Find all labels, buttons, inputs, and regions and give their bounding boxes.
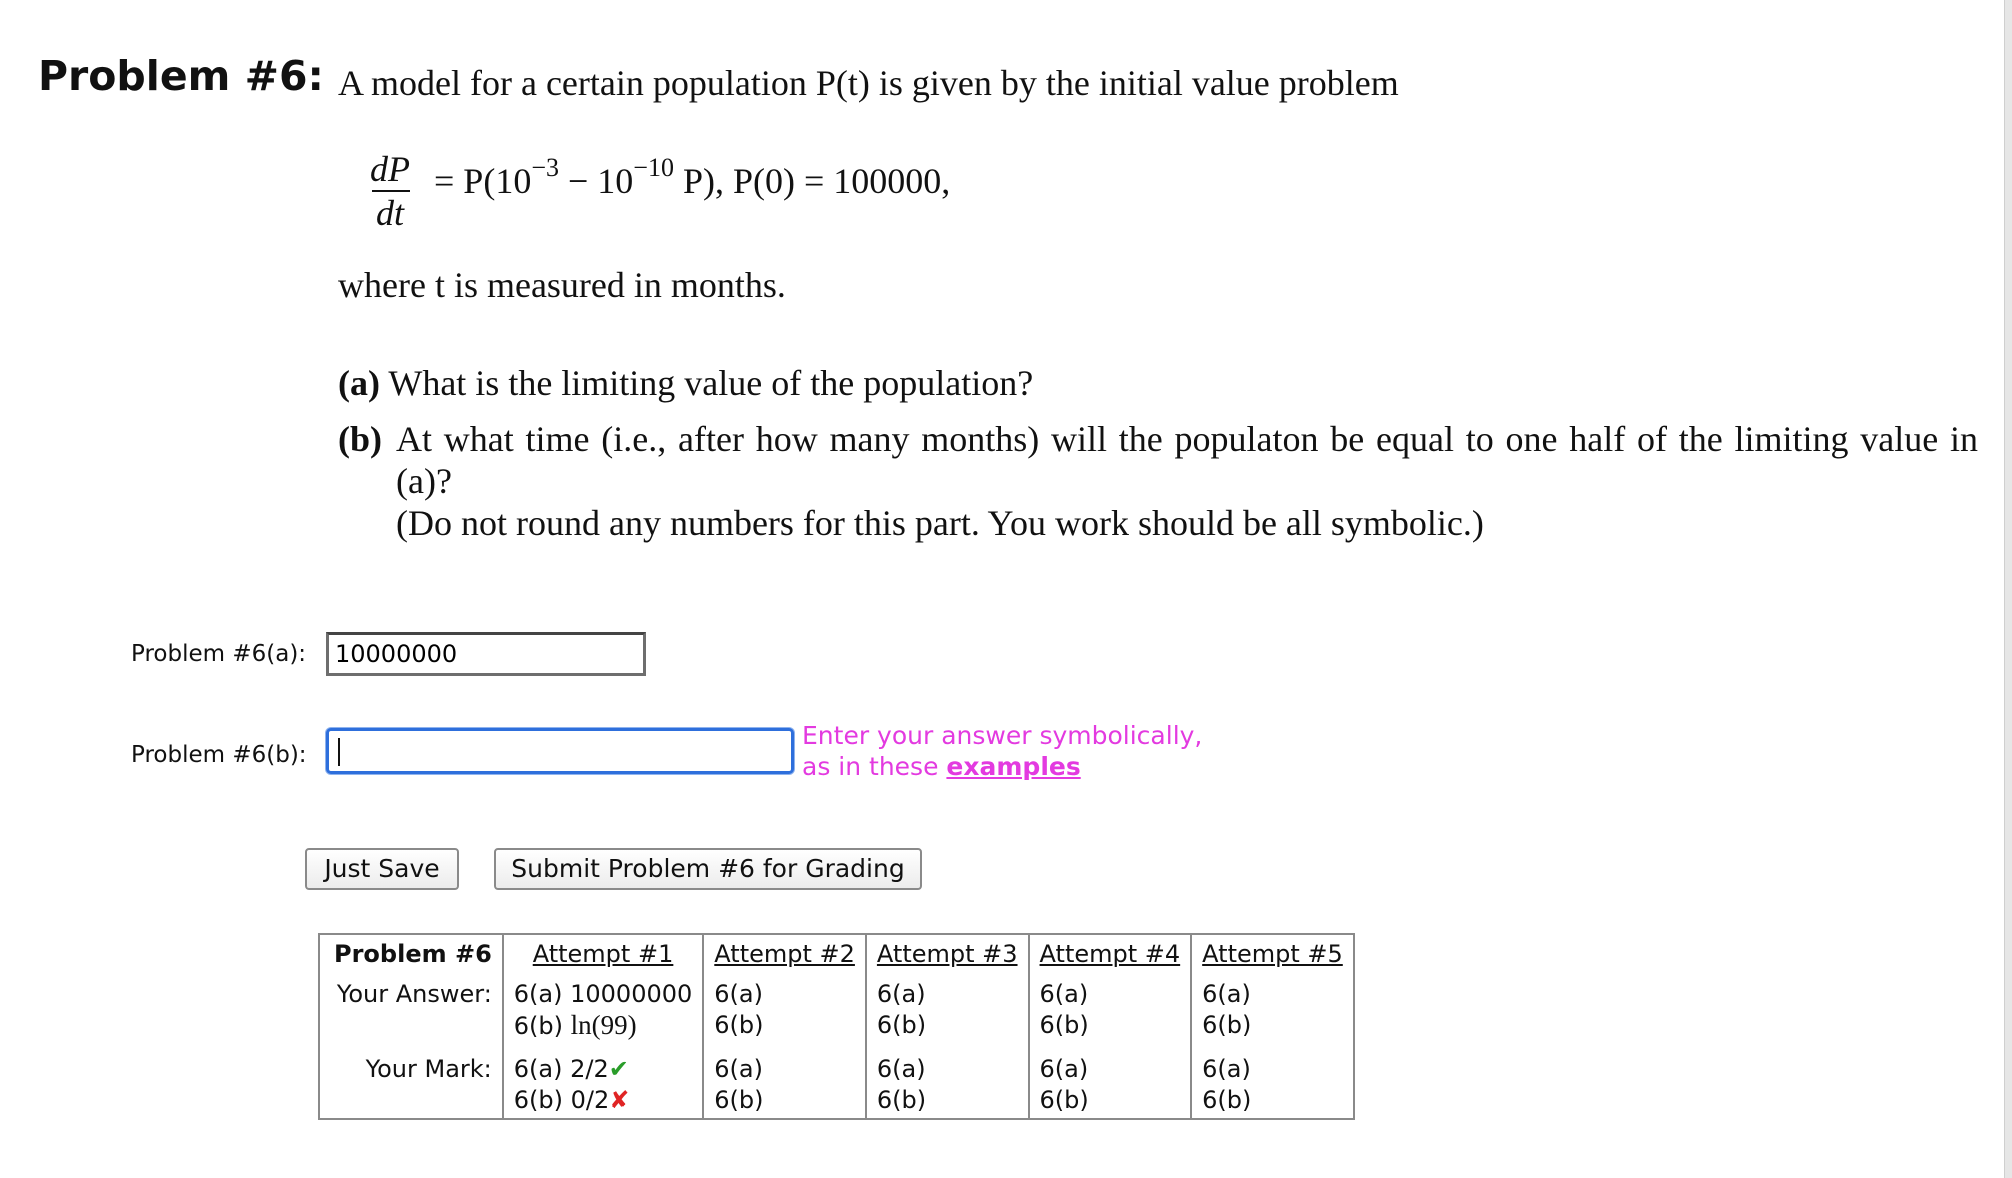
attempt-2-link[interactable]: Attempt #2	[714, 940, 855, 968]
question-a-text: What is the limiting value of the population?	[388, 363, 1034, 403]
rhs-part-c: P), P(0) = 100000,	[673, 161, 951, 201]
examples-link[interactable]: examples	[946, 752, 1081, 781]
exponent-2: −10	[633, 153, 674, 182]
attempt-4-mark-a: 6(a)	[1039, 1055, 1089, 1083]
attempt-1-answer-b-prefix: 6(b)	[513, 1012, 571, 1040]
attempt-3-mark	[866, 1044, 1029, 1119]
fraction-numerator: dP	[370, 149, 410, 189]
attempt-1-mark	[503, 1044, 704, 1119]
attempt-1-mark-a	[514, 1054, 693, 1085]
rhs-part-a: = P(10	[434, 161, 532, 201]
attempt-1-answer-a: 6(a) 10000000	[513, 980, 693, 1008]
your-mark-row	[319, 1044, 1354, 1119]
attempt-2-answer	[703, 977, 866, 1044]
attempt-5-answer-b: 6(b)	[1202, 1011, 1252, 1039]
attempt-2-answer-b: 6(b)	[714, 1011, 764, 1039]
attempt-5-mark	[1191, 1044, 1354, 1119]
cross-icon: ✘	[609, 1086, 630, 1114]
attempt-5-header[interactable]	[1191, 934, 1354, 977]
attempts-header-row	[319, 934, 1354, 977]
attempts-table	[318, 933, 1355, 1120]
attempt-1-mark-b-text: 6(b) 0/2	[513, 1086, 610, 1114]
answer-b-input[interactable]	[326, 728, 794, 774]
question-a	[338, 362, 1033, 404]
attempt-4-mark-b: 6(b)	[1039, 1086, 1089, 1114]
just-save-button[interactable]: Just Save	[305, 848, 459, 890]
attempt-3-mark-b: 6(b)	[876, 1086, 927, 1114]
hint-prefix: as in these	[802, 752, 947, 781]
attempt-4-answer-a: 6(a)	[1039, 980, 1089, 1008]
answer-b-label: Problem #6(b):	[131, 742, 307, 768]
problem-title: Problem #6:	[38, 52, 324, 100]
hint-line-1: Enter your answer symbolically,	[802, 721, 1203, 750]
window-edge	[2004, 0, 2012, 1178]
attempt-1-link[interactable]: Attempt #1	[532, 940, 674, 968]
question-b-text: At what time (i.e., after how many months) will the populaton be equal to one half of the limiting value in	[396, 419, 1978, 459]
exponent-1: −3	[531, 153, 559, 182]
attempt-3-answer-a: 6(a)	[876, 980, 926, 1008]
problem-intro: A model for a certain population P(t) is given by the initial value problem	[338, 63, 1399, 103]
attempt-2-header[interactable]	[703, 934, 866, 977]
attempt-5-link[interactable]: Attempt #5	[1202, 940, 1343, 968]
fraction-denominator: dt	[375, 193, 404, 233]
attempt-2-mark-a: 6(a)	[714, 1055, 763, 1083]
attempt-3-answer	[866, 977, 1029, 1044]
attempt-5-mark-a: 6(a)	[1202, 1055, 1251, 1083]
attempts-problem-header: Problem #6	[334, 940, 492, 968]
question-b-label: (b)	[338, 419, 382, 459]
attempt-4-answer	[1029, 977, 1192, 1044]
attempt-1-mark-a-text: 6(a) 2/2	[513, 1055, 609, 1083]
question-b-note: (Do not round any numbers for this part. You work should be all symbolic.)	[396, 503, 1484, 543]
problem-where: where t is measured in months.	[338, 265, 786, 305]
attempt-3-mark-a: 6(a)	[876, 1055, 926, 1083]
check-icon: ✔	[608, 1055, 629, 1083]
equation-rhs	[434, 153, 951, 202]
hint-line-2	[802, 751, 1202, 782]
answer-a-label: Problem #6(a):	[131, 641, 307, 667]
question-a-label: (a)	[338, 363, 380, 403]
attempt-1-answer	[503, 977, 704, 1044]
attempt-5-mark-b: 6(b)	[1202, 1086, 1252, 1114]
rhs-part-b: − 10	[558, 161, 634, 201]
attempt-1-mark-b	[514, 1085, 693, 1116]
attempt-2-mark	[703, 1044, 866, 1119]
your-answer-label: Your Answer:	[336, 980, 492, 1008]
attempt-4-header[interactable]	[1029, 934, 1192, 977]
attempt-2-mark-b: 6(b)	[714, 1086, 764, 1114]
attempt-3-header[interactable]	[866, 934, 1029, 977]
attempt-4-link[interactable]: Attempt #4	[1039, 940, 1181, 968]
text-cursor	[338, 738, 340, 766]
attempt-4-mark	[1029, 1044, 1192, 1119]
your-answer-row	[319, 977, 1354, 1044]
attempt-3-link[interactable]: Attempt #3	[876, 940, 1018, 968]
answer-a-input[interactable]	[326, 632, 646, 676]
attempt-1-answer-b	[514, 1010, 693, 1042]
attempt-5-answer	[1191, 977, 1354, 1044]
attempt-2-answer-a: 6(a)	[714, 980, 763, 1008]
attempt-1-answer-b-math: ln(99)	[570, 1010, 637, 1040]
attempt-5-answer-a: 6(a)	[1202, 980, 1251, 1008]
attempt-3-answer-b: 6(b)	[876, 1011, 927, 1039]
question-b-text-2: (a)?	[396, 461, 452, 501]
submit-grading-button[interactable]: Submit Problem #6 for Grading	[494, 848, 922, 890]
attempt-1-header[interactable]	[503, 934, 704, 977]
symbolic-hint	[802, 720, 1202, 782]
your-mark-label: Your Mark:	[365, 1055, 492, 1083]
attempt-4-answer-b: 6(b)	[1039, 1011, 1089, 1039]
